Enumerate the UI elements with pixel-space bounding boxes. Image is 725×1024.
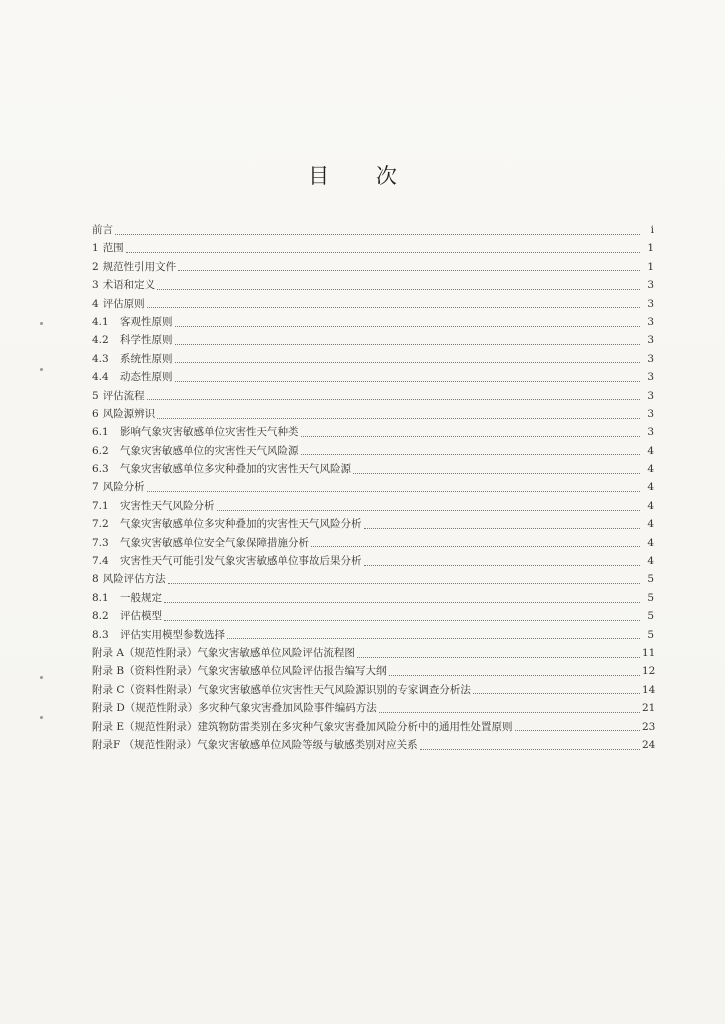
toc-entry-number: 8.1 bbox=[92, 591, 109, 604]
toc-entry[interactable] bbox=[92, 423, 654, 441]
toc-entry-label: 前言 bbox=[92, 224, 113, 236]
toc-leader-dots bbox=[164, 610, 640, 621]
toc-entry-page: 1 bbox=[647, 260, 654, 273]
toc-leader-dots bbox=[217, 500, 641, 511]
toc-entry-page: 3 bbox=[647, 315, 654, 328]
toc-entry-page: 4 bbox=[647, 481, 654, 494]
toc-entry-number: 8.2 bbox=[92, 610, 109, 623]
toc-entry-label: 客观性原则 bbox=[120, 315, 173, 328]
toc-entry-page: 24 bbox=[642, 738, 656, 751]
toc-entry-label: 气象灾害敏感单位的灾害性天气风险源 bbox=[120, 444, 299, 457]
toc-entry-label: 影响气象灾害敏感单位灾害性天气种类 bbox=[120, 426, 299, 439]
toc-entry-label: 附录 C（资料性附录）气象灾害敏感单位灾害性天气风险源识别的专家调查分析法 bbox=[92, 683, 471, 696]
toc-entry-page: 1 bbox=[647, 242, 654, 255]
toc-entry-label: 一般规定 bbox=[120, 591, 162, 604]
toc-entry-label: 评估实用模型参数选择 bbox=[120, 628, 225, 641]
toc-entry[interactable] bbox=[92, 534, 654, 552]
toc-leader-dots bbox=[178, 260, 640, 271]
toc-leader-dots bbox=[126, 242, 640, 253]
toc-entry-page: 3 bbox=[647, 426, 654, 439]
toc-entry[interactable] bbox=[92, 460, 654, 478]
toc-entry-label: 气象灾害敏感单位多灾种叠加的灾害性天气风险源 bbox=[120, 463, 351, 476]
toc-entry-label: 动态性原则 bbox=[120, 371, 173, 384]
toc-leader-dots bbox=[147, 297, 640, 308]
toc-entry-label: 风险源辨识 bbox=[102, 407, 156, 420]
toc-leader-dots bbox=[175, 316, 641, 327]
toc-entry[interactable] bbox=[92, 313, 654, 331]
toc-entry[interactable] bbox=[92, 387, 654, 405]
scan-mark bbox=[40, 322, 43, 325]
toc-entry-number: 1 bbox=[92, 242, 99, 255]
toc-entry-number: 6.3 bbox=[92, 463, 109, 476]
toc-entry-page: 4 bbox=[647, 536, 654, 549]
toc-leader-dots bbox=[357, 647, 640, 658]
toc-entry-page: 3 bbox=[647, 371, 654, 384]
scan-mark bbox=[40, 368, 43, 371]
toc-leader-dots bbox=[311, 536, 640, 547]
toc-entry[interactable] bbox=[92, 276, 654, 294]
toc-leader-dots bbox=[515, 720, 640, 731]
toc-entry-label: 评估原则 bbox=[102, 297, 145, 310]
toc-entry-number: 6 bbox=[92, 407, 99, 420]
toc-entry-page: 4 bbox=[647, 518, 654, 531]
toc-entry[interactable] bbox=[92, 405, 654, 423]
toc-entry[interactable] bbox=[92, 331, 654, 349]
toc-entry-label: 评估模型 bbox=[120, 610, 162, 623]
toc-entry-number: 4 bbox=[92, 297, 99, 310]
toc-entry[interactable] bbox=[92, 239, 654, 257]
toc-entry[interactable] bbox=[92, 699, 654, 717]
toc-leader-dots bbox=[168, 573, 640, 584]
scan-mark bbox=[40, 716, 43, 719]
toc-entry-page: 11 bbox=[642, 646, 656, 659]
toc-entry-number: 4.4 bbox=[92, 371, 109, 384]
toc-entry-number: 4.1 bbox=[92, 315, 109, 328]
toc-entry-label: 附录 A（规范性附录）气象灾害敏感单位风险评估流程图 bbox=[92, 646, 355, 659]
toc-entry-number: 6.1 bbox=[92, 426, 109, 439]
toc-entry[interactable] bbox=[92, 295, 654, 313]
toc-leader-dots bbox=[364, 518, 641, 529]
toc-entry-page: 4 bbox=[647, 444, 654, 457]
toc-entry-label: 气象灾害敏感单位多灾种叠加的灾害性天气风险分析 bbox=[120, 518, 362, 531]
toc-entry-label: 附录 E（规范性附录）建筑物防雷类别在多灾种气象灾害叠加风险分析中的通用性处置原则 bbox=[92, 720, 513, 733]
toc-leader-dots bbox=[175, 352, 641, 363]
table-of-contents bbox=[92, 221, 654, 754]
toc-entry-page: 21 bbox=[642, 702, 656, 715]
toc-entry-number: 3 bbox=[92, 279, 99, 292]
toc-entry-page: 5 bbox=[647, 591, 654, 604]
toc-entry[interactable] bbox=[92, 221, 654, 239]
toc-entry-number: 7.3 bbox=[92, 536, 109, 549]
toc-entry-label: 系统性原则 bbox=[120, 352, 173, 365]
toc-entry[interactable] bbox=[92, 681, 654, 699]
toc-entry-page: 4 bbox=[647, 463, 654, 476]
toc-entry-label: 科学性原则 bbox=[120, 334, 173, 347]
toc-entry-number: 7 bbox=[92, 481, 99, 494]
toc-entry-page: 4 bbox=[647, 499, 654, 512]
toc-leader-dots bbox=[389, 665, 640, 676]
toc-entry-number: 4.2 bbox=[92, 334, 109, 347]
toc-entry-label: 范围 bbox=[102, 242, 124, 255]
toc-entry[interactable] bbox=[92, 442, 654, 460]
toc-entry[interactable] bbox=[92, 662, 654, 680]
toc-entry[interactable] bbox=[92, 552, 654, 570]
toc-entry-label: 术语和定义 bbox=[102, 279, 156, 292]
toc-entry-page: 3 bbox=[647, 297, 654, 310]
toc-entry-number: 4.3 bbox=[92, 352, 109, 365]
toc-leader-dots bbox=[147, 389, 640, 400]
scan-mark bbox=[40, 676, 43, 679]
toc-entry-label: 风险分析 bbox=[102, 481, 145, 494]
toc-leader-dots bbox=[301, 426, 641, 437]
toc-leader-dots bbox=[364, 555, 641, 566]
toc-entry-page: i bbox=[650, 224, 654, 236]
toc-leader-dots bbox=[175, 371, 641, 382]
toc-entry-label: 气象灾害敏感单位安全气象保障措施分析 bbox=[120, 536, 309, 549]
toc-entry-page: 5 bbox=[647, 628, 654, 641]
toc-entry-number: 8 bbox=[92, 573, 99, 586]
toc-leader-dots bbox=[147, 481, 640, 492]
toc-entry-page: 4 bbox=[647, 555, 654, 568]
toc-entry-label: 附录 D（规范性附录）多灾种气象灾害叠加风险事件编码方法 bbox=[92, 702, 377, 715]
toc-leader-dots bbox=[157, 408, 640, 419]
toc-entry-page: 14 bbox=[642, 683, 656, 696]
toc-entry[interactable] bbox=[92, 368, 654, 386]
toc-entry[interactable] bbox=[92, 350, 654, 368]
toc-entry[interactable] bbox=[92, 736, 654, 754]
toc-entry[interactable] bbox=[92, 478, 654, 496]
toc-entry-number: 7.1 bbox=[92, 499, 109, 512]
toc-leader-dots bbox=[157, 279, 640, 290]
toc-leader-dots bbox=[175, 334, 641, 345]
toc-entry-label: 评估流程 bbox=[102, 389, 145, 402]
toc-entry-label: 附录F （规范性附录）气象灾害敏感单位风险等级与敏感类别对应关系 bbox=[92, 738, 418, 751]
toc-leader-dots bbox=[227, 628, 640, 639]
toc-entry-page: 3 bbox=[647, 389, 654, 402]
toc-leader-dots bbox=[379, 702, 640, 713]
toc-entry[interactable] bbox=[92, 607, 654, 625]
toc-entry-number: 8.3 bbox=[92, 628, 109, 641]
toc-entry-number: 7.2 bbox=[92, 518, 109, 531]
toc-entry-page: 3 bbox=[647, 407, 654, 420]
toc-entry-number: 5 bbox=[92, 389, 99, 402]
toc-entry[interactable] bbox=[92, 589, 654, 607]
toc-entry-page: 3 bbox=[647, 279, 654, 292]
toc-entry-page: 23 bbox=[642, 720, 656, 733]
toc-leader-dots bbox=[473, 683, 640, 694]
toc-entry-number: 7.4 bbox=[92, 555, 109, 568]
toc-entry-page: 5 bbox=[647, 573, 654, 586]
toc-leader-dots bbox=[353, 463, 640, 474]
toc-entry-label: 风险评估方法 bbox=[102, 573, 166, 586]
toc-entry-label: 规范性引用文件 bbox=[102, 260, 177, 273]
toc-entry[interactable] bbox=[92, 515, 654, 533]
toc-entry-number: 2 bbox=[92, 260, 99, 273]
toc-leader-dots bbox=[115, 224, 640, 235]
toc-entry-page: 3 bbox=[647, 334, 654, 347]
toc-entry[interactable] bbox=[92, 258, 654, 276]
toc-entry-page: 5 bbox=[647, 610, 654, 623]
toc-leader-dots bbox=[164, 592, 640, 603]
toc-entry-page: 12 bbox=[642, 665, 656, 678]
toc-entry[interactable] bbox=[92, 570, 654, 588]
toc-entry-page: 3 bbox=[647, 352, 654, 365]
toc-entry-label: 灾害性天气风险分析 bbox=[120, 499, 215, 512]
toc-entry-label: 灾害性天气可能引发气象灾害敏感单位事故后果分析 bbox=[120, 555, 362, 568]
page-title: 目 次 bbox=[308, 164, 417, 188]
toc-entry[interactable] bbox=[92, 626, 654, 644]
toc-entry[interactable] bbox=[92, 497, 654, 515]
toc-entry[interactable] bbox=[92, 644, 654, 662]
toc-entry-label: 附录 B（资料性附录）气象灾害敏感单位风险评估报告编写大纲 bbox=[92, 665, 387, 678]
toc-entry[interactable] bbox=[92, 718, 654, 736]
toc-entry-number: 6.2 bbox=[92, 444, 109, 457]
toc-leader-dots bbox=[301, 444, 641, 455]
toc-leader-dots bbox=[420, 739, 640, 750]
